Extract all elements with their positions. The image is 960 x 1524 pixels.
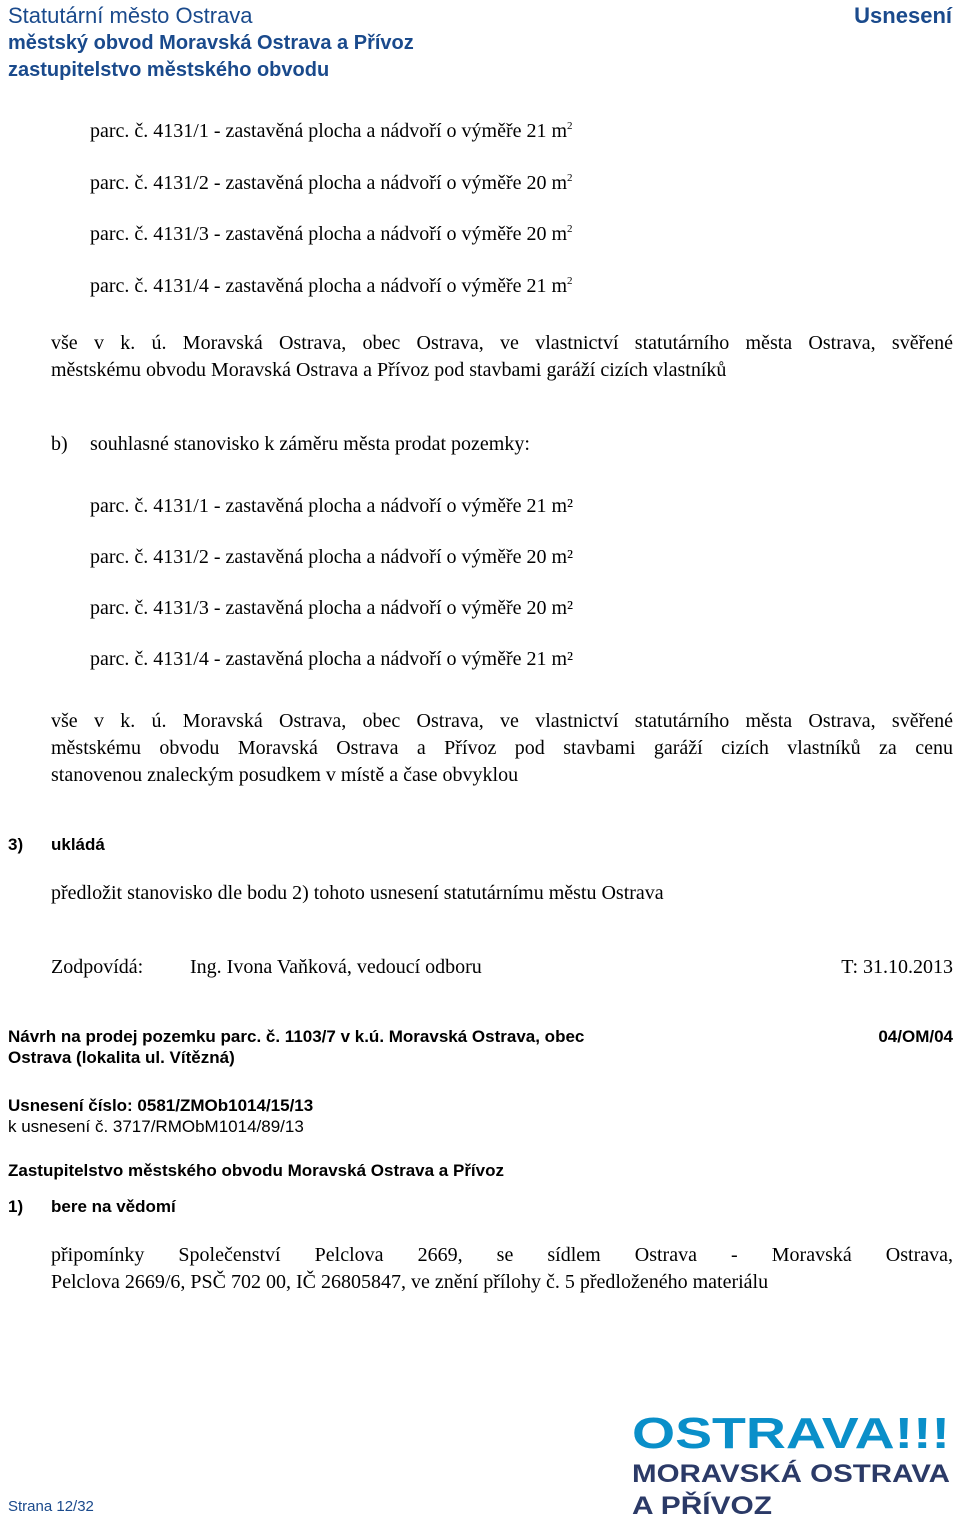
ostrava-logo-graphic [628, 1408, 954, 1519]
logo-line-2: MORAVSKÁ OSTRAVA [632, 1460, 902, 1488]
paragraph-line: stanovenou znaleckým posudkem v místě a čase obvyklou [51, 764, 519, 786]
proposal-code: 04/OM/04 [878, 1027, 953, 1046]
list-item: parc. č. 4131/3 - zastavěná plocha a nádvoří o výměře 20 $m^2$ [90, 223, 573, 245]
list-item: parc. č. 4131/2 - zastavěná plocha a nádvoří o výměře 20 $m^2$ [90, 172, 573, 194]
ostrava-logo [628, 1408, 954, 1519]
paragraph-line: připomínky Společenství Pelclova 2669, se sídlem Ostrava - Moravská Ostrava, [51, 1244, 953, 1266]
header-city: Statutární město Ostrava [8, 3, 253, 28]
resolution-number: Usnesení číslo: 0581/ZMOb1014/15/13 [8, 1096, 314, 1115]
resolution-reference: k usnesení č. 3717/RMObM1014/89/13 [8, 1117, 304, 1136]
paragraph-line: vše v k. ú. Moravská Ostrava, obec Ostrava, ve vlastnictví statutárního města Ostrava, svěřené [51, 332, 953, 354]
list-item: parc. č. 4131/1 - zastavěná plocha a nádvoří o výměře 21 $m^2$ [90, 120, 573, 142]
header-doc-type: Usnesení [854, 3, 952, 28]
section-title: ukládá [51, 835, 105, 854]
responsible-deadline: T: 31.10.2013 [841, 956, 953, 978]
responsible-label: Zodpovídá: [51, 956, 144, 978]
paragraph-line: městskému obvodu Moravská Ostrava a Přívoz pod stavbami garáží cizích vlastníků [51, 359, 727, 381]
list-item: parc. č. 4131/1 - zastavěná plocha a nádvoří o výměře 21 m² [90, 495, 574, 517]
logo-line-3: A PŘÍVOZ [632, 1492, 750, 1519]
section-text: předložit stanovisko dle bodu 2) tohoto usnesení statutárnímu městu Ostrava [51, 882, 664, 904]
section-number: 1) [8, 1197, 24, 1216]
list-item: parc. č. 4131/3 - zastavěná plocha a nádvoří o výměře 20 m² [90, 597, 574, 619]
proposal-title: Ostrava (lokalita ul. Vítězná) [8, 1048, 235, 1067]
section-title: bere na vědomí [51, 1197, 176, 1216]
page-number: Strana 12/32 [8, 1498, 94, 1515]
list-item: parc. č. 4131/4 - zastavěná plocha a nádvoří o výměře 21 m² [90, 648, 574, 670]
logo-line-1: OSTRAVA!!! [632, 1409, 950, 1458]
responsible-person: Ing. Ivona Vaňková, vedoucí odboru [190, 956, 482, 978]
header-district: městský obvod Moravská Ostrava a Přívoz [8, 32, 414, 54]
proposal-title: Návrh na prodej pozemku parc. č. 1103/7 v k.ú. Moravská Ostrava, obec [8, 1027, 585, 1046]
point-text: souhlasné stanovisko k záměru města prodat pozemky: [90, 433, 530, 455]
paragraph-line: vše v k. ú. Moravská Ostrava, obec Ostrava, ve vlastnictví statutárního města Ostrava, svěřené [51, 710, 953, 732]
header-council: zastupitelstvo městského obvodu [8, 59, 330, 81]
assembly-name: Zastupitelstvo městského obvodu Moravská Ostrava a Přívoz [8, 1161, 504, 1180]
paragraph-line: městskému obvodu Moravská Ostrava a Přívoz pod stavbami garáží cizích vlastníků za cenu [51, 737, 953, 759]
point-letter: b) [51, 433, 68, 455]
list-item: parc. č. 4131/2 - zastavěná plocha a nádvoří o výměře 20 m² [90, 546, 574, 568]
paragraph-line: Pelclova 2669/6, PSČ 702 00, IČ 26805847, ve znění přílohy č. 5 předloženého materiálu [51, 1271, 769, 1293]
section-number: 3) [8, 835, 24, 854]
list-item: parc. č. 4131/4 - zastavěná plocha a nádvoří o výměře 21 $m^2$ [90, 275, 573, 297]
